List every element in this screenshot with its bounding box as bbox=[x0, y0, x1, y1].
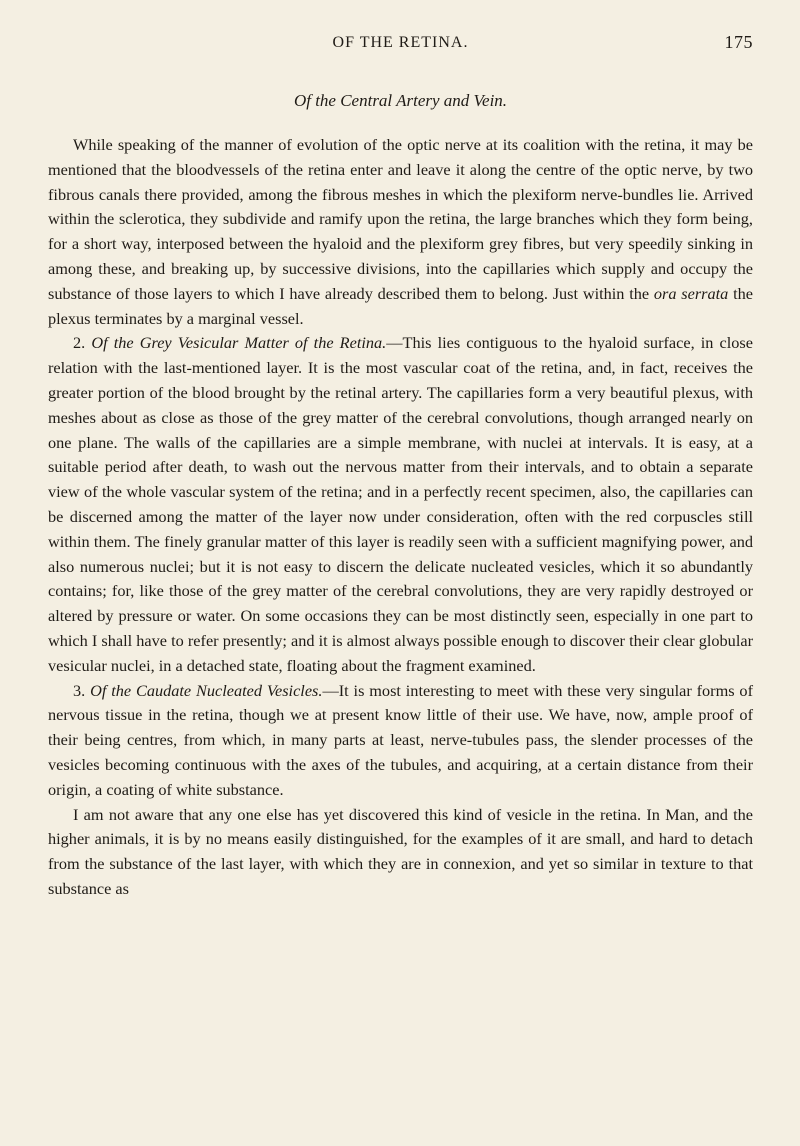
running-head bbox=[48, 28, 753, 58]
paragraph-1-end: the plexus terminates by a marginal vessel. bbox=[48, 283, 753, 328]
paragraph-4: I am not aware that any one else has yet discovered this kind of vesicle in the retina. In Man, and the higher animals, it is by no means easily distinguished, for the examples of it are small, and hard to detach from the substance of the last layer, with which they are in connexion, and yet so similar in texture to that substance as bbox=[48, 804, 753, 898]
paragraph-2-title: Of the Grey Vesicular Matter of the Retina. bbox=[91, 333, 387, 353]
paragraph-3-title: Of the Caudate Nucleated Vesicles. bbox=[90, 680, 323, 700]
paragraph-3-number: 3. bbox=[73, 680, 91, 700]
running-title: OF THE RETINA. bbox=[332, 34, 469, 51]
paragraph-2-number: 2. bbox=[73, 333, 92, 353]
paragraph-3-text: —It is most interesting to meet with these very singular forms of nervous tissue in the retina, though we at present know little of their use. We have, now, ample proof of their being centres, from which, in many parts at least, nerve-tubules pass, the slender processes of the vesicles becoming continuous with the axes of the tubules, and acquiring, at a certain distance from their origin, a coating of white substance. bbox=[48, 680, 753, 799]
paragraph-1-emphasis: ora serrata bbox=[653, 283, 729, 303]
section-heading: Of the Central Artery and Vein. bbox=[293, 91, 508, 110]
paragraph-1 bbox=[48, 133, 753, 331]
body-text bbox=[48, 133, 753, 902]
book-page bbox=[0, 28, 800, 1146]
paragraph-1-text: While speaking of the manner of evolution of the optic nerve at its coalition with the retina, it may be mentioned that the bloodvessels of the retina enter and leave it along the centre of the optic nerve, by two fibrous canals there provided, among the fibrous meshes in which the plexiform nerve-bundles lie. Arrived within the sclerotica, they subdivide and ramify upon the retina, the large branches which they form being, for a short way, interposed between the hyaloid and the plexiform grey fibres, but very speedily sinking in among these, and breaking up, by successive divisions, into the capillaries which supply and occupy the substance of those layers to which I have already described them to belong. Just within the bbox=[48, 135, 753, 303]
paragraph-3 bbox=[48, 679, 753, 803]
page-number: 175 bbox=[724, 32, 753, 52]
paragraph-2-text: —This lies contiguous to the hyaloid surface, in close relation with the last-mentioned layer. It is the most vascular coat of the retina, and, in fact, receives the greater portion of the blood brought by the retinal artery. The capillaries form a very beautiful plexus, with meshes about as close as those of the grey matter of the cerebral convolutions, though arranged nearly on one plane. The walls of the capillaries are a simple membrane, with nuclei at intervals. It is easy, at a suitable period after death, to wash out the nervous matter from their intervals, and to obtain a separate view of the whole vascular system of the retina; and in a perfectly recent specimen, also, the capillaries can be discerned among the matter of the layer now under consideration, often with the red corpuscles still within them. The finely granular matter of this layer is readily seen with a sufficient magnifying power, and also numerous nuclei; but it is not easy to discern the delicate nucleated vesicles, which it so abundantly contains; for, like those of the grey matter of the cerebral convolutions, they are very rapidly destroyed or altered by pressure or water. On some occasions they can be most distinctly seen, especially in one part to which I shall have to refer presently; and it is almost always possible enough to discover their clear globular vesicular nuclei, in a detached state, floating about the fragment examined. bbox=[48, 333, 753, 675]
paragraph-2 bbox=[48, 331, 753, 678]
